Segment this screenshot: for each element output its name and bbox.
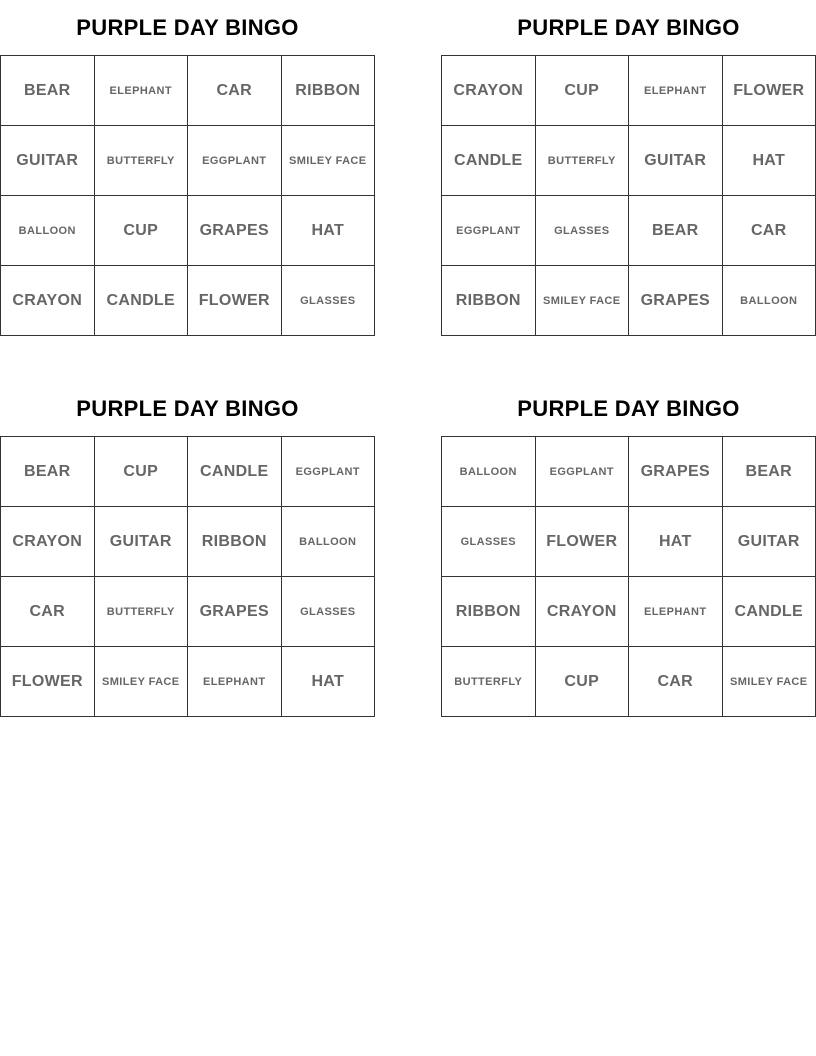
bingo-cell: CAR xyxy=(629,647,723,717)
bingo-card-4 xyxy=(441,381,816,717)
card-title: PURPLE DAY BINGO xyxy=(517,15,740,40)
bingo-cell: BALLOON xyxy=(723,266,816,336)
bingo-cell: FLOWER xyxy=(723,56,816,126)
bingo-cell: CANDLE xyxy=(723,577,816,647)
bingo-cell: SMILEY FACE xyxy=(536,266,630,336)
bingo-cell: ELEPHANT xyxy=(629,56,723,126)
bingo-cell: RIBBON xyxy=(442,266,536,336)
bingo-cell: BEAR xyxy=(1,437,95,507)
card-title: PURPLE DAY BINGO xyxy=(517,396,740,421)
bingo-cell: GLASSES xyxy=(282,266,376,336)
bingo-grid xyxy=(0,55,375,336)
bingo-cell: ELEPHANT xyxy=(95,56,189,126)
bingo-cell: GRAPES xyxy=(629,266,723,336)
bingo-cell: BALLOON xyxy=(1,196,95,266)
bingo-cell: CAR xyxy=(188,56,282,126)
bingo-cell: BEAR xyxy=(1,56,95,126)
bingo-cell: CUP xyxy=(536,647,630,717)
bingo-cell: FLOWER xyxy=(536,507,630,577)
bingo-card-1 xyxy=(0,0,375,336)
bingo-cell: CANDLE xyxy=(442,126,536,196)
bingo-cell: CAR xyxy=(1,577,95,647)
bingo-cell: SMILEY FACE xyxy=(95,647,189,717)
bingo-cell: GRAPES xyxy=(188,196,282,266)
bingo-cell: HAT xyxy=(629,507,723,577)
bingo-card-3 xyxy=(0,381,375,717)
bingo-cell: CUP xyxy=(95,437,189,507)
bingo-cell: CANDLE xyxy=(188,437,282,507)
card-title: PURPLE DAY BINGO xyxy=(76,396,299,421)
bingo-cell: CUP xyxy=(95,196,189,266)
bingo-cell: CRAYON xyxy=(442,56,536,126)
bingo-cell: GRAPES xyxy=(188,577,282,647)
bingo-cell: RIBBON xyxy=(188,507,282,577)
bingo-cell: HAT xyxy=(282,196,376,266)
bingo-cell: CRAYON xyxy=(1,266,95,336)
bingo-cell: SMILEY FACE xyxy=(723,647,816,717)
card-title: PURPLE DAY BINGO xyxy=(76,15,299,40)
bingo-cell: CUP xyxy=(536,56,630,126)
bingo-cell: GUITAR xyxy=(1,126,95,196)
bingo-cell: BUTTERFLY xyxy=(442,647,536,717)
bingo-cell: GUITAR xyxy=(629,126,723,196)
bingo-cell: FLOWER xyxy=(1,647,95,717)
bingo-cell: CRAYON xyxy=(536,577,630,647)
bingo-cell: HAT xyxy=(723,126,816,196)
bingo-cell: GLASSES xyxy=(536,196,630,266)
bingo-cell: CAR xyxy=(723,196,816,266)
bingo-cell: BUTTERFLY xyxy=(536,126,630,196)
bingo-cell: GLASSES xyxy=(442,507,536,577)
bingo-grid xyxy=(441,55,816,336)
bingo-cell: EGGPLANT xyxy=(282,437,376,507)
bingo-grid xyxy=(441,436,816,717)
bingo-cell: BEAR xyxy=(629,196,723,266)
bingo-cell: GRAPES xyxy=(629,437,723,507)
bingo-cell: GLASSES xyxy=(282,577,376,647)
bingo-cell: SMILEY FACE xyxy=(282,126,376,196)
bingo-cell: BUTTERFLY xyxy=(95,126,189,196)
bingo-cell: RIBBON xyxy=(442,577,536,647)
bingo-card-2 xyxy=(441,0,816,336)
bingo-cell: CANDLE xyxy=(95,266,189,336)
bingo-grid xyxy=(0,436,375,717)
bingo-cell: GUITAR xyxy=(95,507,189,577)
bingo-cell: GUITAR xyxy=(723,507,816,577)
bingo-cell: ELEPHANT xyxy=(629,577,723,647)
bingo-cell: CRAYON xyxy=(1,507,95,577)
bingo-cell: BUTTERFLY xyxy=(95,577,189,647)
bingo-cell: EGGPLANT xyxy=(442,196,536,266)
bingo-cell: ELEPHANT xyxy=(188,647,282,717)
bingo-cell: BEAR xyxy=(723,437,816,507)
bingo-cell: HAT xyxy=(282,647,376,717)
bingo-cell: EGGPLANT xyxy=(536,437,630,507)
bingo-cell: BALLOON xyxy=(282,507,376,577)
bingo-cell: RIBBON xyxy=(282,56,376,126)
bingo-cell: FLOWER xyxy=(188,266,282,336)
bingo-cell: BALLOON xyxy=(442,437,536,507)
bingo-cell: EGGPLANT xyxy=(188,126,282,196)
